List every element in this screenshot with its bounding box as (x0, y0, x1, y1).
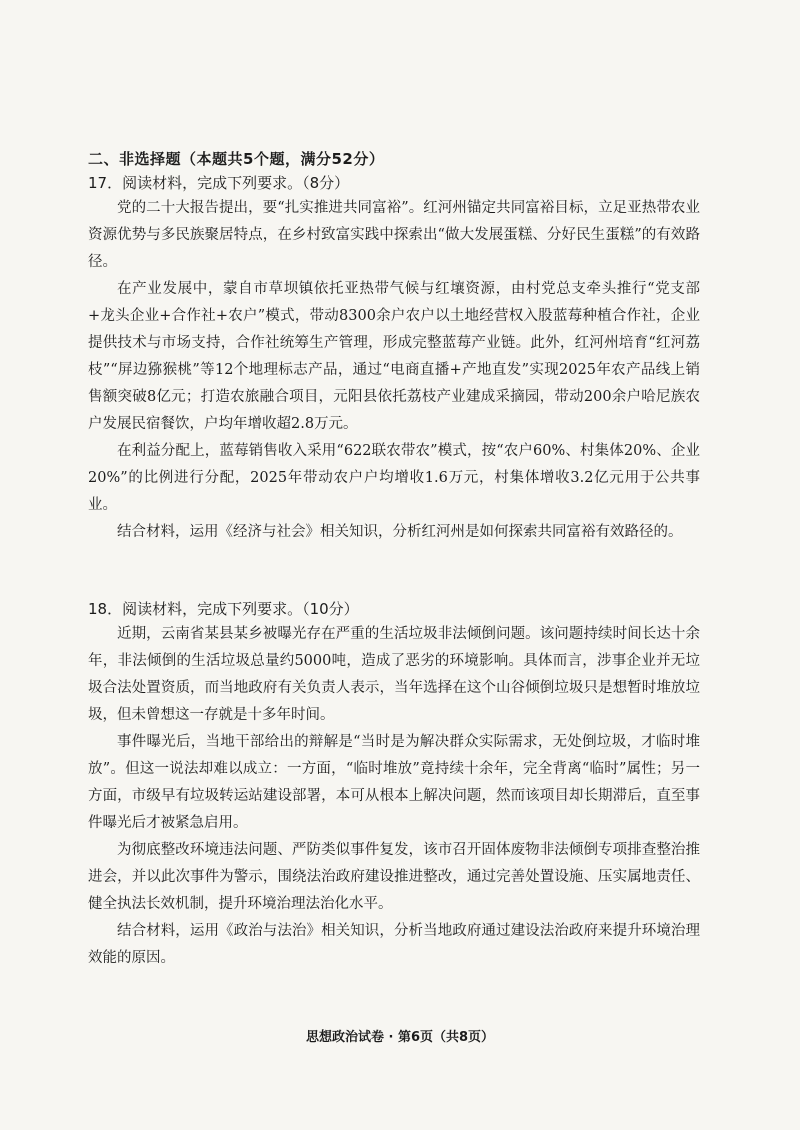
question-18-title: 18．阅读材料，完成下列要求。（10分） (88, 600, 359, 618)
question-17-paragraph-2: 在产业发展中，蒙自市草坝镇依托亚热带气候与红壤资源，由村党总支牵头推行“党支部+龙头企业+合作社+农户”模式，带动8300余户农户以土地经营权入股蓝莓种植合作社，企业提供技术与市场支持，合作社统筹生产管理，形成完整蓝莓产业链。此外，红河州培育“红河荔枝”“屏边猕猴桃”等12个地理标志产品，通过“电商直播+产地直发”实现2025年农产品线上销售额突破8亿元；打造农旅融合项目，元阳县依托荔枝产业建成采摘园，带动200余户哈尼族农户发展民宿餐饮，户均年增收超2.8万元。 (88, 281, 700, 432)
question-18-instruction: 结合材料，运用《政治与法治》相关知识，分析当地政府通过建设法治政府来提升环境治理效能的原因。 (88, 923, 700, 966)
question-18-paragraph-3: 为彻底整改环境违法问题、严防类似事件复发，该市召开固体废物非法倾倒专项排查整治推进会，并以此次事件为警示，围绕法治政府建设推进整改，通过完善处置设施、压实属地责任、健全执法长效机制，提升环境治理法治化水平。 (88, 842, 700, 912)
question-17-paragraph-3: 在利益分配上，蓝莓销售收入采用“622联农带农”模式，按“农户60%、村集体20%、企业20%”的比例进行分配，2025年带动农户户均增收1.6万元，村集体增收3.2亿元用于公共事业。 (88, 443, 700, 513)
section-heading: 二、非选择题（本题共5个题，满分52分） (88, 150, 385, 168)
question-17-paragraph-1: 党的二十大报告提出，要“扎实推进共同富裕”。红河州锚定共同富裕目标，立足亚热带农业资源优势与多民族聚居特点，在乡村致富实践中探索出“做大发展蛋糕、分好民生蛋糕”的有效路径。 (88, 200, 700, 270)
page-footer: 思想政治试卷 · 第6页（共8页） (305, 1030, 495, 1045)
question-17-title: 17．阅读材料，完成下列要求。（8分） (88, 174, 350, 192)
question-18 (88, 597, 700, 972)
question-18-paragraph-1: 近期，云南省某县某乡被曝光存在严重的生活垃圾非法倾倒问题。该问题持续时间长达十余年，非法倾倒的生活垃圾总量约5000吨，造成了恶劣的环境影响。具体而言，涉事企业并无垃圾合法处置资质，而当地政府有关负责人表示，当年选择在这个山谷倾倒垃圾只是想暂时堆放垃圾，但未曾想这一存就是十多年时间。 (88, 626, 700, 723)
question-18-paragraph-2: 事件曝光后，当地干部给出的辩解是“当时是为解决群众实际需求，无处倒垃圾，才临时堆放”。但这一说法却难以成立：一方面，“临时堆放”竟持续十余年，完全背离“临时”属性；另一方面，市级早有垃圾转运站建设部署，本可从根本上解决问题，然而该项目却长期滞后，直至事件曝光后才被紧急启用。 (88, 734, 700, 831)
question-17 (88, 171, 700, 546)
question-17-instruction: 结合材料，运用《经济与社会》相关知识，分析红河州是如何探索共同富裕有效路径的。 (117, 524, 683, 540)
